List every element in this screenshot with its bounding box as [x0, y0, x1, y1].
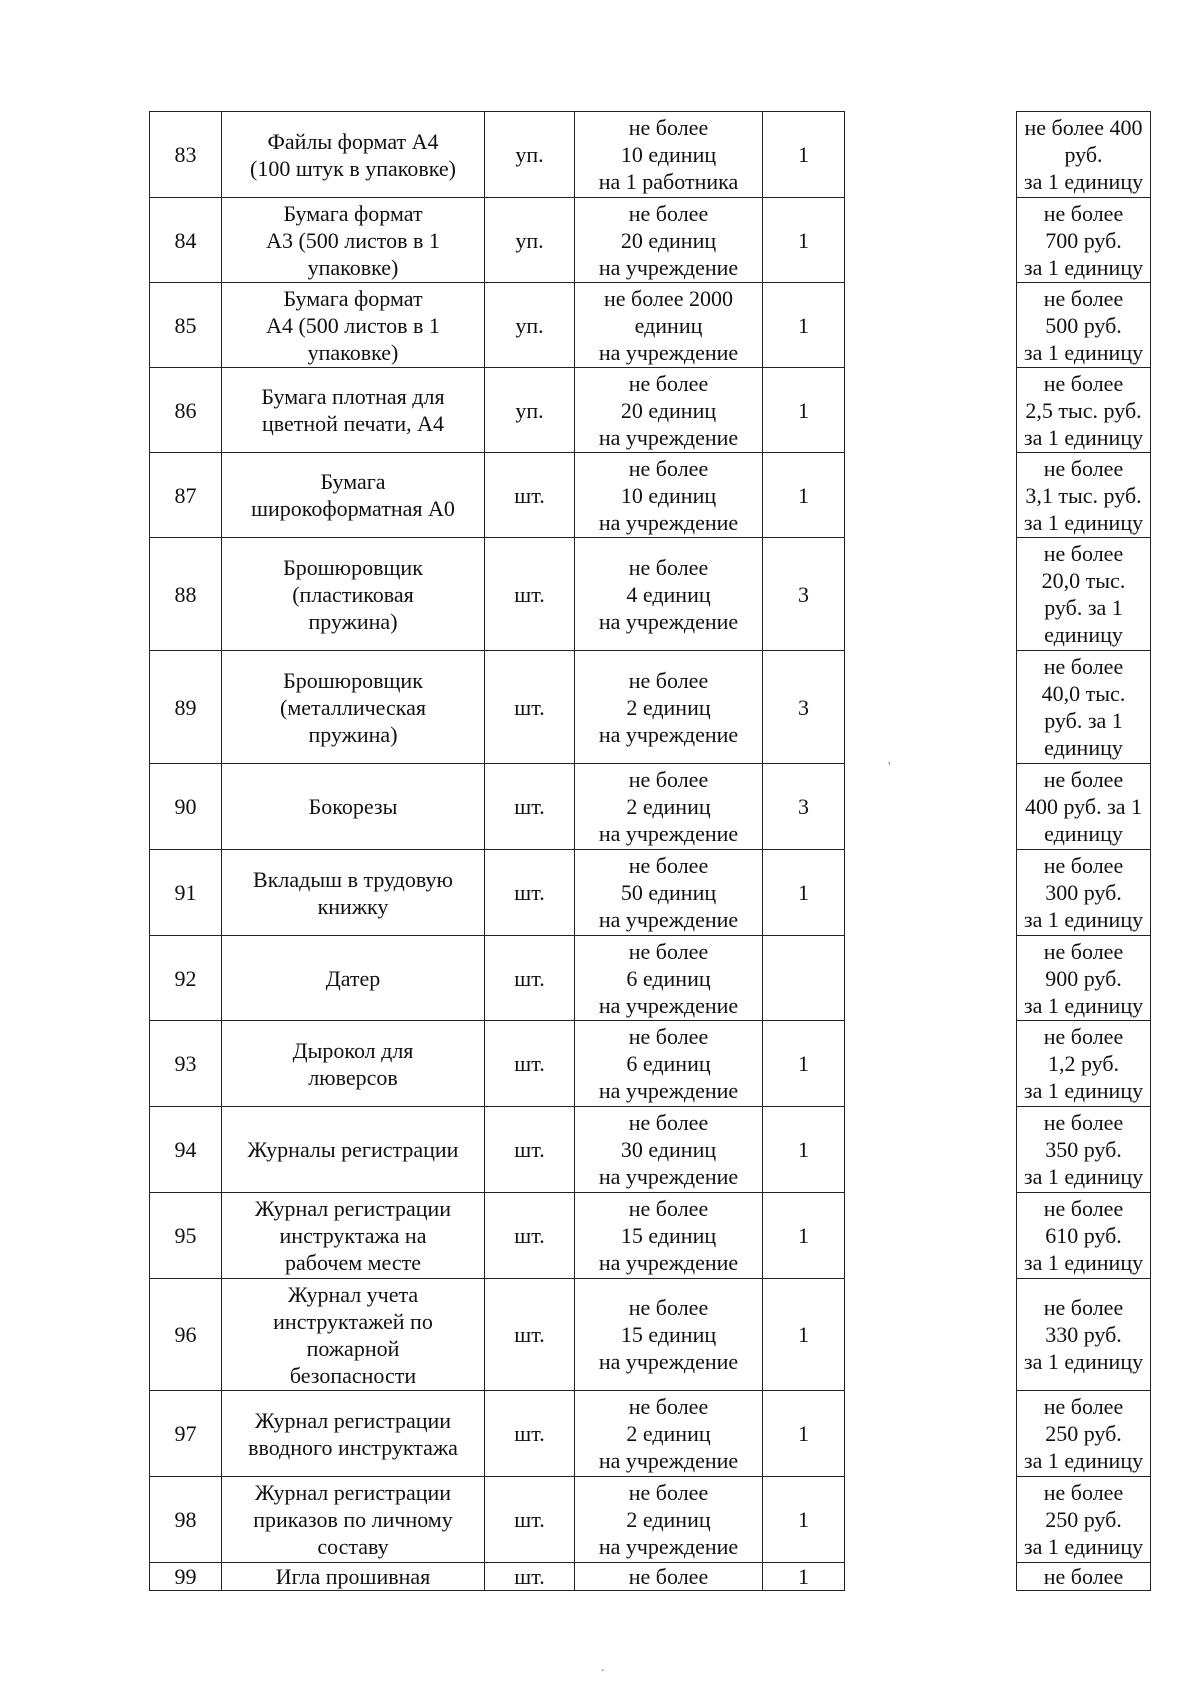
table-row	[150, 368, 845, 453]
quantity-limit: не более 30 единиц на учреждение	[575, 1107, 763, 1193]
price-row	[1017, 112, 1151, 198]
unit-of-measure: шт.	[485, 1477, 575, 1563]
price-limit: не более 2,5 тыс. руб. за 1 единицу	[1017, 368, 1151, 453]
price-row	[1017, 283, 1151, 368]
usage-period: 1	[763, 1107, 845, 1193]
item-name: Журналы регистрации	[222, 1107, 485, 1193]
row-number: 97	[150, 1391, 222, 1477]
usage-period: 1	[763, 1021, 845, 1107]
price-row	[1017, 651, 1151, 764]
row-number: 84	[150, 198, 222, 283]
row-number: 89	[150, 651, 222, 764]
item-name: Датер	[222, 936, 485, 1021]
item-name: Бокорезы	[222, 764, 485, 850]
unit-of-measure: шт.	[485, 651, 575, 764]
usage-period: 1	[763, 850, 845, 936]
item-name: Бумага плотная для цветной печати, А4	[222, 368, 485, 453]
quantity-limit: не более	[575, 1563, 763, 1591]
usage-period: 1	[763, 1563, 845, 1591]
price-limit: не более 250 руб. за 1 единицу	[1017, 1477, 1151, 1563]
unit-of-measure: шт.	[485, 1021, 575, 1107]
usage-period: 3	[763, 538, 845, 651]
table-row	[150, 112, 845, 198]
table-row	[150, 850, 845, 936]
row-number: 96	[150, 1279, 222, 1391]
row-number: 90	[150, 764, 222, 850]
item-name: Журнал регистрации приказов по личному составу	[222, 1477, 485, 1563]
price-limit: не более 330 руб. за 1 единицу	[1017, 1279, 1151, 1391]
items-table-body	[150, 112, 845, 1591]
price-row	[1017, 538, 1151, 651]
table-row	[150, 538, 845, 651]
table-row	[150, 1563, 845, 1591]
quantity-limit: не более 2000 единиц на учреждение	[575, 283, 763, 368]
quantity-limit: не более 6 единиц на учреждение	[575, 936, 763, 1021]
item-name: Журнал регистрации инструктажа на рабочем месте	[222, 1193, 485, 1279]
unit-of-measure: уп.	[485, 283, 575, 368]
price-limit: не более 700 руб. за 1 единицу	[1017, 198, 1151, 283]
unit-of-measure: шт.	[485, 1107, 575, 1193]
price-table	[1016, 111, 1151, 1591]
item-name: Дырокол для люверсов	[222, 1021, 485, 1107]
price-limit: не более 500 руб. за 1 единицу	[1017, 283, 1151, 368]
price-limit: не более 400 руб. за 1 единицу	[1017, 764, 1151, 850]
table-row	[150, 283, 845, 368]
price-row	[1017, 936, 1151, 1021]
price-row	[1017, 850, 1151, 936]
price-row	[1017, 1193, 1151, 1279]
item-name: Бумага формат А3 (500 листов в 1 упаковке)	[222, 198, 485, 283]
table-row	[150, 1279, 845, 1391]
price-row	[1017, 1563, 1151, 1591]
price-row	[1017, 764, 1151, 850]
price-row	[1017, 1477, 1151, 1563]
row-number: 94	[150, 1107, 222, 1193]
unit-of-measure: уп.	[485, 198, 575, 283]
item-name: Журнал регистрации вводного инструктажа	[222, 1391, 485, 1477]
price-row	[1017, 1391, 1151, 1477]
item-name: Журнал учета инструктажей по пожарной безопасности	[222, 1279, 485, 1391]
unit-of-measure: шт.	[485, 538, 575, 651]
price-limit: не более 40,0 тыс. руб. за 1 единицу	[1017, 651, 1151, 764]
unit-of-measure: шт.	[485, 1563, 575, 1591]
price-row	[1017, 1021, 1151, 1107]
row-number: 99	[150, 1563, 222, 1591]
table-row	[150, 651, 845, 764]
items-table	[149, 111, 845, 1591]
quantity-limit: не более 2 единиц на учреждение	[575, 1391, 763, 1477]
unit-of-measure: шт.	[485, 1193, 575, 1279]
unit-of-measure: уп.	[485, 368, 575, 453]
quantity-limit: не более 10 единиц на 1 работника	[575, 112, 763, 198]
table-row	[150, 453, 845, 538]
item-name: Игла прошивная	[222, 1563, 485, 1591]
row-number: 91	[150, 850, 222, 936]
quantity-limit: не более 10 единиц на учреждение	[575, 453, 763, 538]
usage-period: 1	[763, 1477, 845, 1563]
price-row	[1017, 368, 1151, 453]
unit-of-measure: шт.	[485, 936, 575, 1021]
item-name: Бумага формат А4 (500 листов в 1 упаковке)	[222, 283, 485, 368]
item-name: Файлы формат А4 (100 штук в упаковке)	[222, 112, 485, 198]
table-row	[150, 1107, 845, 1193]
unit-of-measure: шт.	[485, 1279, 575, 1391]
usage-period: 1	[763, 283, 845, 368]
item-name: Брошюровщик (металлическая пружина)	[222, 651, 485, 764]
price-row	[1017, 453, 1151, 538]
usage-period: 1	[763, 1391, 845, 1477]
item-name: Бумага широкоформатная А0	[222, 453, 485, 538]
price-limit: не более 1,2 руб. за 1 единицу	[1017, 1021, 1151, 1107]
usage-period: 1	[763, 112, 845, 198]
quantity-limit: не более 2 единиц на учреждение	[575, 651, 763, 764]
table-row	[150, 1021, 845, 1107]
row-number: 88	[150, 538, 222, 651]
price-limit: не более 610 руб. за 1 единицу	[1017, 1193, 1151, 1279]
price-row	[1017, 198, 1151, 283]
usage-period: 3	[763, 651, 845, 764]
usage-period: 1	[763, 1193, 845, 1279]
table-row	[150, 1193, 845, 1279]
usage-period: 1	[763, 198, 845, 283]
row-number: 95	[150, 1193, 222, 1279]
quantity-limit: не более 4 единиц на учреждение	[575, 538, 763, 651]
quantity-limit: не более 6 единиц на учреждение	[575, 1021, 763, 1107]
usage-period	[763, 936, 845, 1021]
row-number: 85	[150, 283, 222, 368]
row-number: 86	[150, 368, 222, 453]
quantity-limit: не более 50 единиц на учреждение	[575, 850, 763, 936]
row-number: 92	[150, 936, 222, 1021]
quantity-limit: не более 15 единиц на учреждение	[575, 1193, 763, 1279]
usage-period: 3	[763, 764, 845, 850]
price-limit: не более 350 руб. за 1 единицу	[1017, 1107, 1151, 1193]
price-limit: не более	[1017, 1563, 1151, 1591]
unit-of-measure: шт.	[485, 1391, 575, 1477]
row-number: 83	[150, 112, 222, 198]
price-table-body	[1017, 112, 1151, 1591]
table-row	[150, 936, 845, 1021]
row-number: 93	[150, 1021, 222, 1107]
usage-period: 1	[763, 453, 845, 538]
scan-speck: .	[601, 1660, 605, 1675]
unit-of-measure: шт.	[485, 764, 575, 850]
item-name: Брошюровщик (пластиковая пружина)	[222, 538, 485, 651]
quantity-limit: не более 20 единиц на учреждение	[575, 368, 763, 453]
unit-of-measure: шт.	[485, 850, 575, 936]
quantity-limit: не более 15 единиц на учреждение	[575, 1279, 763, 1391]
scan-speck: '	[888, 760, 891, 775]
price-row	[1017, 1107, 1151, 1193]
price-limit: не более 300 руб. за 1 единицу	[1017, 850, 1151, 936]
usage-period: 1	[763, 1279, 845, 1391]
usage-period: 1	[763, 368, 845, 453]
price-limit: не более 250 руб. за 1 единицу	[1017, 1391, 1151, 1477]
quantity-limit: не более 2 единиц на учреждение	[575, 1477, 763, 1563]
item-name: Вкладыш в трудовую книжку	[222, 850, 485, 936]
unit-of-measure: шт.	[485, 453, 575, 538]
price-limit: не более 20,0 тыс. руб. за 1 единицу	[1017, 538, 1151, 651]
quantity-limit: не более 2 единиц на учреждение	[575, 764, 763, 850]
table-row	[150, 1391, 845, 1477]
table-row	[150, 198, 845, 283]
unit-of-measure: уп.	[485, 112, 575, 198]
price-limit: не более 400 руб. за 1 единицу	[1017, 112, 1151, 198]
price-limit: не более 3,1 тыс. руб. за 1 единицу	[1017, 453, 1151, 538]
quantity-limit: не более 20 единиц на учреждение	[575, 198, 763, 283]
row-number: 87	[150, 453, 222, 538]
table-row	[150, 1477, 845, 1563]
price-row	[1017, 1279, 1151, 1391]
table-row	[150, 764, 845, 850]
row-number: 98	[150, 1477, 222, 1563]
price-limit: не более 900 руб. за 1 единицу	[1017, 936, 1151, 1021]
